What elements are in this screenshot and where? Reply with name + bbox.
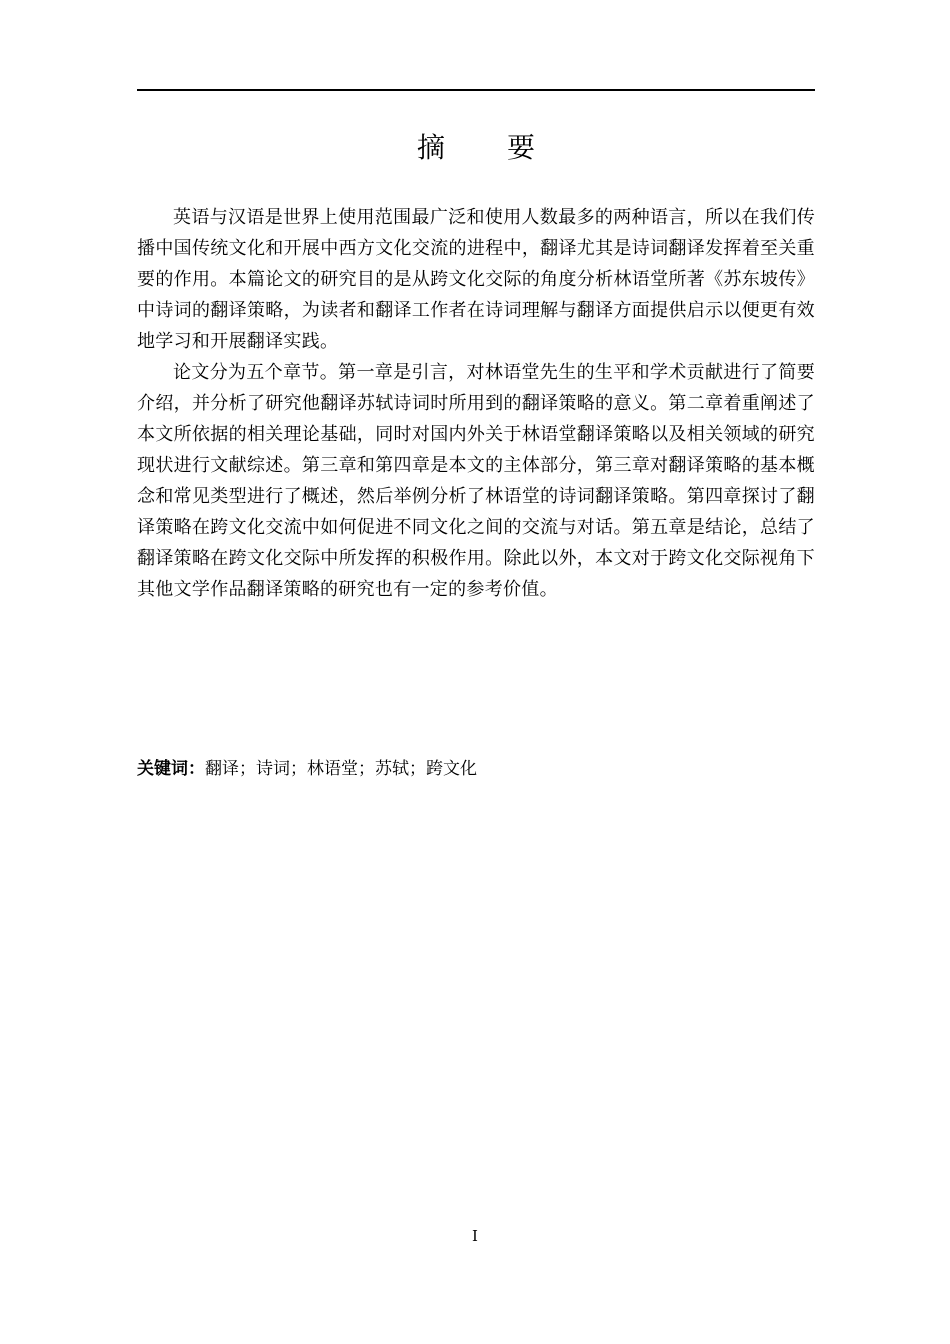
keywords-line bbox=[137, 756, 815, 782]
header-rule bbox=[137, 89, 815, 91]
abstract-body bbox=[137, 202, 815, 605]
keywords-label: 关键词： bbox=[137, 759, 205, 779]
page-number: I bbox=[472, 1227, 478, 1245]
title-char-1: 摘 bbox=[416, 131, 445, 164]
keywords-value: 翻译；诗词；林语堂；苏轼；跨文化 bbox=[205, 759, 477, 779]
abstract-paragraph-1: 英语与汉语是世界上使用范围最广泛和使用人数最多的两种语言，所以在我们传播中国传统文化和开展中西方文化交流的进程中，翻译尤其是诗词翻译发挥着至关重要的作用。本篇论文的研究目的是从跨文化交际的角度分析林语堂所著《苏东坡传》中诗词的翻译策略，为读者和翻译工作者在诗词理解与翻译方面提供启示以便更有效地学习和开展翻译实践。 bbox=[137, 207, 815, 352]
abstract-paragraph-2: 论文分为五个章节。第一章是引言，对林语堂先生的生平和学术贡献进行了简要介绍，并分析了研究他翻译苏轼诗词时所用到的翻译策略的意义。第二章着重阐述了本文所依据的相关理论基础，同时对国内外关于林语堂翻译策略以及相关领域的研究现状进行文献综述。第三章和第四章是本文的主体部分，第三章对翻译策略的基本概念和常见类型进行了概述，然后举例分析了林语堂的诗词翻译策略。第四章探讨了翻译策略在跨文化交流中如何促进不同文化之间的交流与对话。第五章是结论，总结了翻译策略在跨文化交际中所发挥的积极作用。除此以外，本文对于跨文化交际视角下其他文学作品翻译策略的研究也有一定的参考价值。 bbox=[137, 362, 815, 600]
page-title bbox=[137, 130, 815, 166]
title-char-2: 要 bbox=[507, 131, 536, 164]
